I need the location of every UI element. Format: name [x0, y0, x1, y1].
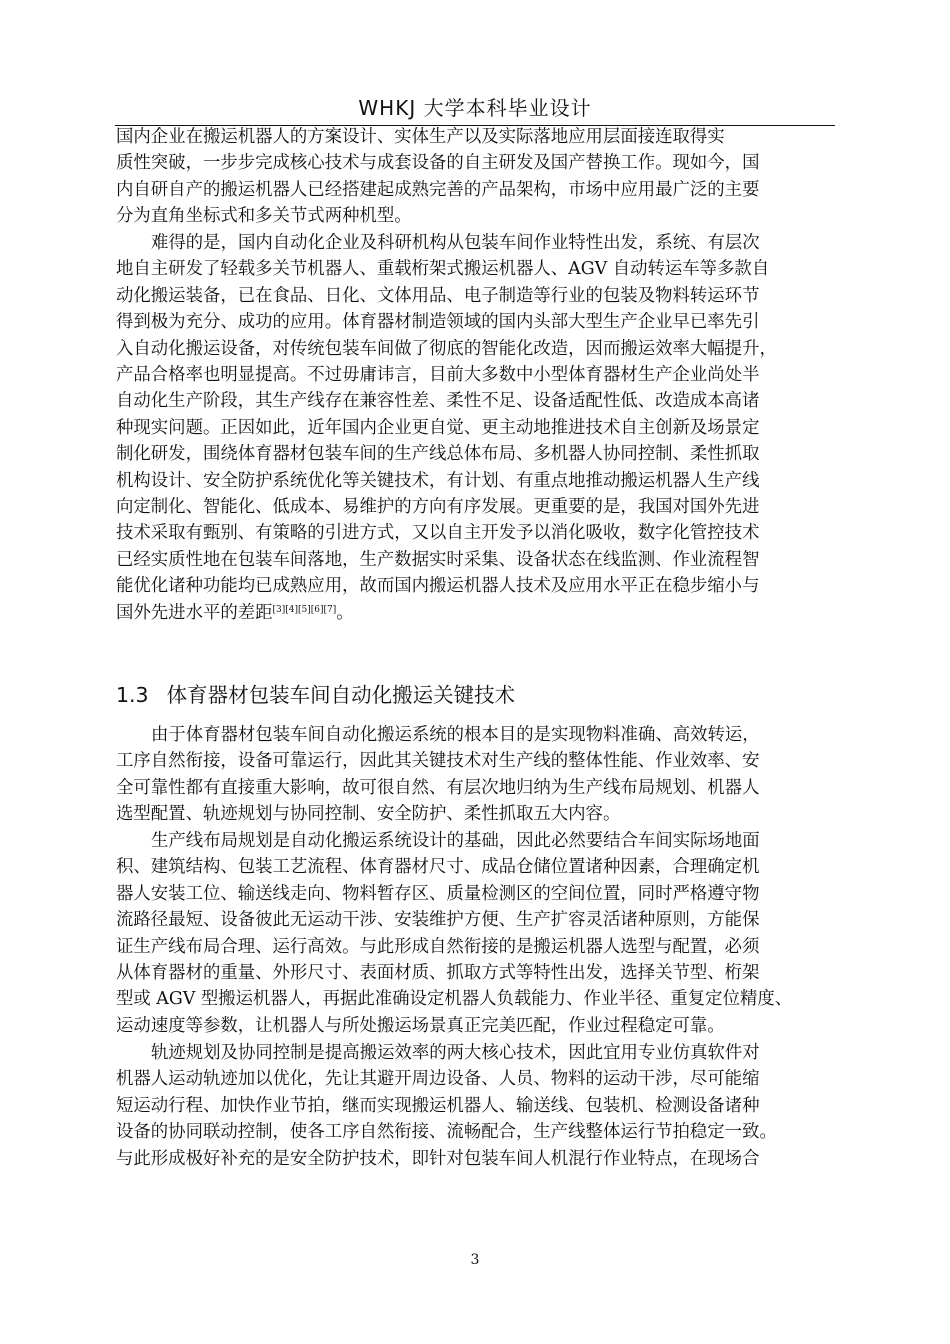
- text-line: 质性突破，一步步完成核心技术与成套设备的自主研发及国产替换工作。现如今，国: [116, 153, 760, 174]
- text-line: 从体育器材的重量、外形尺寸、表面材质、抓取方式等特性出发，选择关节型、桁架: [116, 963, 760, 984]
- section-title: 体育器材包装车间自动化搬运关键技术: [166, 683, 516, 707]
- text-line: 轨迹规划及协同控制是提高搬运效率的两大核心技术，因此宜用专业仿真软件对: [151, 1043, 760, 1063]
- text-line: 制化研发，围绕体育器材包装车间的生产线总体布局、多机器人协同控制、柔性抓取: [116, 444, 760, 465]
- text-line: 难得的是，国内自动化企业及科研机构从包装车间作业特性出发，系统、有层次: [151, 233, 760, 253]
- text-line: 自动化生产阶段，其生产线存在兼容性差、柔性不足、设备适配性低、改造成本高诸: [116, 391, 760, 412]
- text-line: 入自动化搬运设备，对传统包装车间做了彻底的智能化改造，因而搬运效率大幅提升，: [116, 338, 777, 359]
- text-line: 分为直角坐标式和多关节式两种机型。: [116, 206, 412, 227]
- text-line: 选型配置、轨迹规划与协同控制、安全防护、柔性抓取五大内容。: [116, 804, 621, 825]
- text-line: 由于体育器材包装车间自动化搬运系统的根本目的是实现物料准确、高效转运，: [151, 725, 760, 745]
- text-line: [116, 600, 836, 626]
- section-number: 1.3: [116, 683, 149, 707]
- text-line: 内自研自产的搬运机器人已经搭建起成熟完善的产品架构，市场中应用最广泛的主要: [116, 179, 760, 200]
- text-line: 动化搬运装备，已在食品、日化、文体用品、电子制造等行业的包装及物料转运环节: [116, 285, 760, 306]
- text-line: 设备的协同联动控制，使各工序自然衔接、流畅配合，生产线整体运行节拍稳定一致。: [116, 1122, 777, 1143]
- text-line: 能优化诸种功能均已成熟应用，故而国内搬运机器人技术及应用水平正在稳步缩小与: [116, 576, 760, 597]
- text-line: 产品合格率也明显提高。不过毋庸讳言，目前大多数中小型体育器材生产企业尚处半: [116, 365, 760, 386]
- citation-reference[interactable]: [3][4][5][6][7]: [272, 604, 337, 615]
- text-line: 已经实质性地在包装车间落地，生产数据实时采集、设备状态在线监测、作业流程智: [116, 549, 760, 570]
- text-line: 地自主研发了轻载多关节机器人、重载桁架式搬运机器人、AGV 自动转运车等多款自: [116, 259, 770, 280]
- body-paragraph: [116, 1040, 836, 1172]
- text-line: 机器人运动轨迹加以优化，先让其避开周边设备、人员、物料的运动干涉，尽可能缩: [116, 1069, 760, 1090]
- text-fragment: 。: [336, 602, 354, 623]
- text-line: 向定制化、智能化、低成本、易维护的方向有序发展。更重要的是，我国对国外先进: [116, 497, 760, 518]
- text-line: 流路径最短、设备彼此无运动干涉、安装维护方便、生产扩容灵活诸种原则，方能保: [116, 910, 760, 931]
- text-line: 机构设计、安全防护系统优化等关键技术，有计划、有重点地推动搬运机器人生产线: [116, 470, 760, 491]
- text-line: 证生产线布局合理、运行高效。与此形成自然衔接的是搬运机器人选型与配置，必须: [116, 936, 760, 957]
- text-fragment: 国外先进水平的差距: [116, 602, 273, 623]
- text-line: 全可靠性都有直接重大影响，故可很自然、有层次地归纳为生产线布局规划、机器人: [116, 777, 760, 798]
- body-paragraph: [116, 124, 836, 230]
- section-heading: [116, 678, 515, 708]
- text-line: 种现实问题。正因如此，近年国内企业更自觉、更主动地推进技术自主创新及场景定: [116, 417, 760, 438]
- text-line: 积、建筑结构、包装工艺流程、体育器材尺寸、成品仓储位置诸种因素，合理确定机: [116, 857, 760, 878]
- text-line: 运动速度等参数，让机器人与所处搬运场景真正完美匹配，作业过程稳定可靠。: [116, 1015, 725, 1036]
- body-paragraph: [116, 828, 836, 1039]
- body-paragraph: [116, 230, 836, 626]
- text-line: 与此形成极好补充的是安全防护技术，即针对包装车间人机混行作业特点，在现场合: [116, 1148, 760, 1169]
- text-line: 生产线布局规划是自动化搬运系统设计的基础，因此必然要结合车间实际场地面: [151, 831, 760, 851]
- text-line: 工序自然衔接，设备可靠运行，因此其关键技术对生产线的整体性能、作业效率、安: [116, 751, 760, 772]
- text-line: 技术采取有甄别、有策略的引进方式，又以自主开发予以消化吸收，数字化管控技术: [116, 523, 760, 544]
- text-line: 器人安装工位、输送线走向、物料暂存区、质量检测区的空间位置，同时严格遵守物: [116, 883, 760, 904]
- text-line: 短运动行程、加快作业节拍，继而实现搬运机器人、输送线、包装机、检测设备诸种: [116, 1095, 760, 1116]
- body-paragraph: [116, 722, 836, 828]
- text-line: 得到极为充分、成功的应用。体育器材制造领域的国内头部大型生产企业早已率先引: [116, 312, 760, 333]
- text-line: 国内企业在搬运机器人的方案设计、实体生产以及实际落地应用层面接连取得实: [116, 127, 725, 147]
- page-number: 3: [470, 1252, 480, 1268]
- text-line: 型或 AGV 型搬运机器人，再据此准确设定机器人负载能力、作业半径、重复定位精度、: [116, 989, 793, 1010]
- page-header-title: WHKJ 大学本科毕业设计: [358, 96, 592, 120]
